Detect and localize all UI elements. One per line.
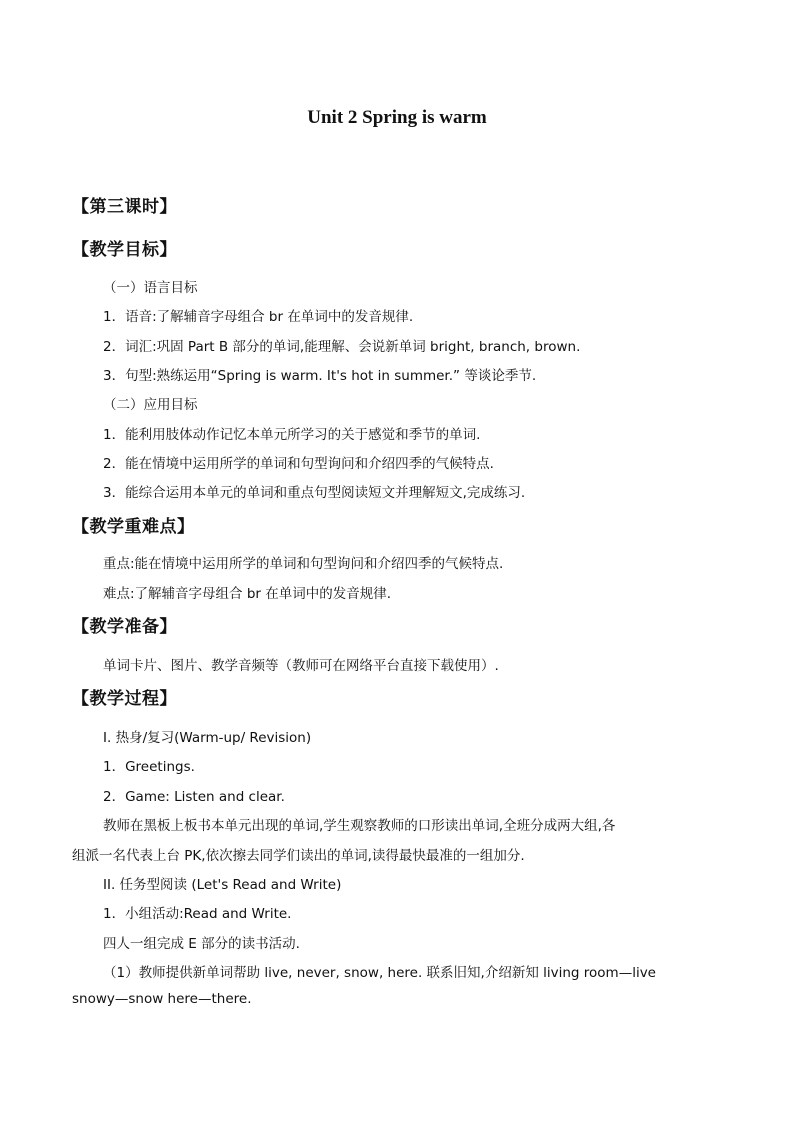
preparation-text: 单词卡片、图片、教学音频等（教师可在网络平台直接下载使用）. [103, 658, 499, 674]
goal-language-3: 3．句型:熟练运用“Spring is warm. It's hot in summer.” 等谈论季节. [103, 368, 537, 384]
process-game: 2．Game: Listen and clear. [103, 789, 285, 805]
process-group-activity: 1．小组活动:Read and Write. [103, 906, 292, 922]
document-title: Unit 2 Spring is warm [307, 107, 487, 128]
goal-language-1: 1．语音:了解辅音字母组合 br 在单词中的发音规律. [103, 309, 414, 325]
heading-lesson: 【第三课时】 [72, 197, 177, 217]
process-reading: II. 任务型阅读 (Let's Read and Write) [103, 877, 342, 893]
goal-application-3: 3．能综合运用本单元的单词和重点句型阅读短文并理解短文,完成练习. [103, 485, 526, 501]
process-group-desc: 四人一组完成 E 部分的读书活动. [103, 936, 300, 952]
goal-application-heading: （二）应用目标 [103, 397, 198, 413]
process-game-desc-2: 组派一名代表上台 PK,依次擦去同学们读出的单词,读得最快最准的一组加分. [72, 848, 525, 864]
process-greetings: 1．Greetings. [103, 759, 195, 775]
key-point: 重点:能在情境中运用所学的单词和句型询问和介绍四季的气候特点. [103, 556, 504, 572]
goal-language-2: 2．词汇:巩固 Part B 部分的单词,能理解、会说新单词 bright, branch, brown. [103, 339, 581, 355]
process-new-words-1: （1）教师提供新单词帮助 live, never, snow, here. 联系旧知,介绍新知 living room—live [103, 965, 656, 981]
heading-key-points: 【教学重难点】 [72, 517, 195, 537]
goal-application-1: 1．能利用肢体动作记忆本单元所学习的关于感觉和季节的单词. [103, 427, 481, 443]
goal-application-2: 2．能在情境中运用所学的单词和句型询问和介绍四季的气候特点. [103, 456, 494, 472]
heading-goals: 【教学目标】 [72, 240, 177, 260]
heading-preparation: 【教学准备】 [72, 617, 177, 637]
process-new-words-2: snowy—snow here—there. [72, 991, 252, 1007]
process-warmup: I. 热身/复习(Warm-up/ Revision) [103, 730, 312, 746]
difficult-point: 难点:了解辅音字母组合 br 在单词中的发音规律. [103, 586, 392, 602]
process-game-desc-1: 教师在黑板上板书本单元出现的单词,学生观察教师的口形读出单词,全班分成两大组,各 [103, 818, 616, 834]
goal-language-heading: （一）语言目标 [103, 280, 198, 296]
heading-process: 【教学过程】 [72, 689, 177, 709]
